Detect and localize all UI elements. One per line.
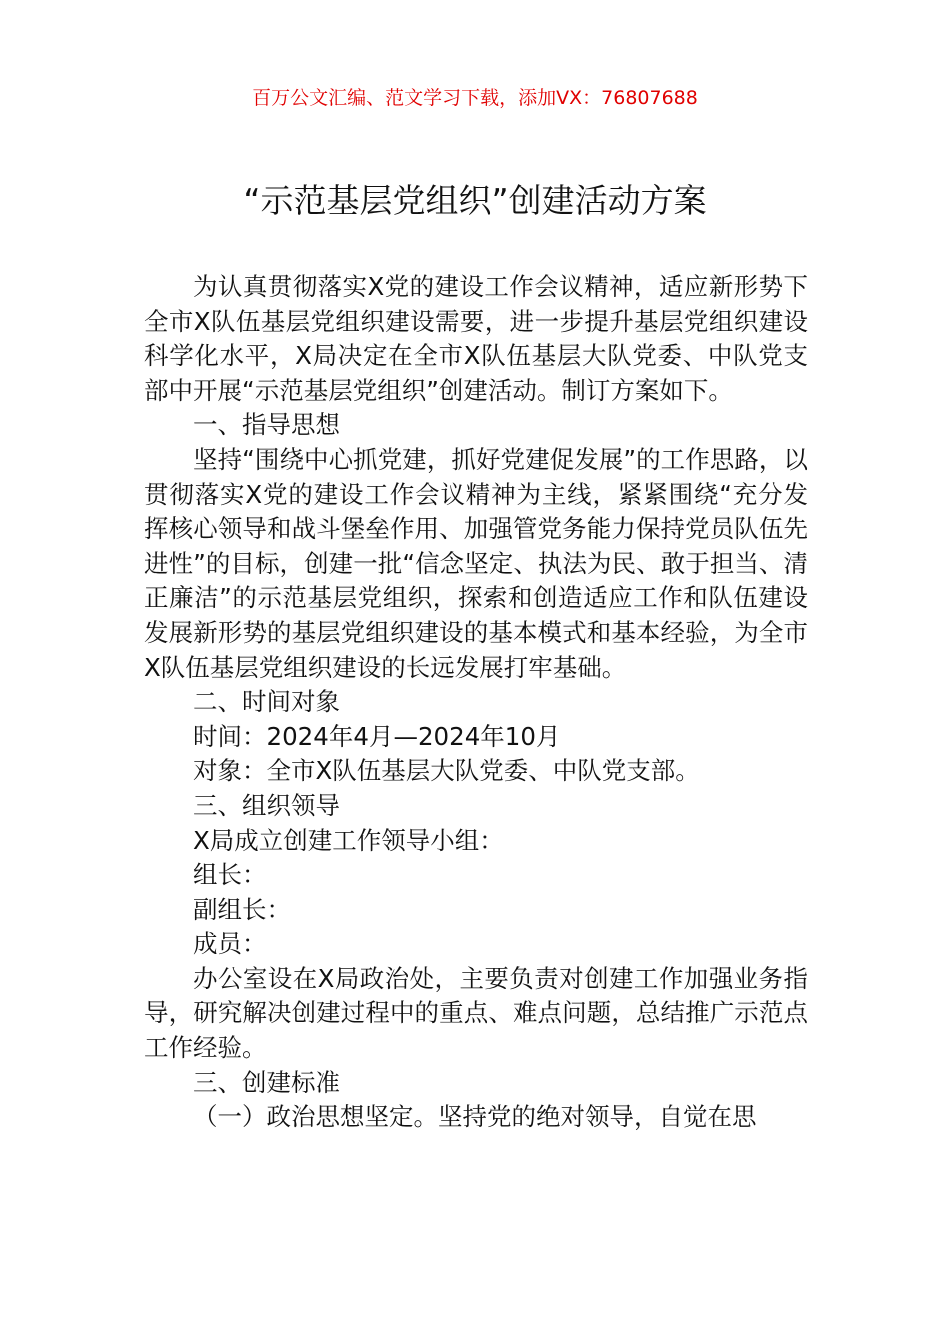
document-title: “示范基层党组织”创建活动方案 (243, 181, 707, 220)
standard-one-paragraph: （一）政治思想坚定。坚持党的绝对领导，自觉在思 (193, 1102, 757, 1132)
guiding-thought-paragraph: 坚持“围绕中心抓党建，抓好党建促发展”的工作思路，以贯彻落实X党的建设工作会议精神为主线，紧紧围绕“充分发挥核心领导和战斗堡垒作用、加强管党务能力保持党员队伍先进性”的目标，创建一批“信念坚定、执法为民、敢于担当、清正廉洁”的示范基层党组织，探索和创造适应工作和队伍建设发展新形势的基层党组织建设的基本模式和基本经验，为全市X队伍基层党组织建设的长远发展打牢基础。 (144, 444, 808, 682)
watermark-banner: 百万公文汇编、范文学习下载，添加VX：76807688 (252, 87, 698, 109)
office-paragraph: 办公室设在X局政治处，主要负责对创建工作加强业务指导，研究解决创建过程中的重点、难点问题，总结推广示范点工作经验。 (144, 963, 808, 1063)
intro-paragraph: 为认真贯彻落实X党的建设工作会议精神，适应新形势下全市X队伍基层党组织建设需要，进一步提升基层党组织建设科学化水平，X局决定在全市X队伍基层大队党委、中队党支部中开展“示范基层党组织”创建活动。制订方案如下。 (144, 272, 808, 405)
target-line: 对象：全市X队伍基层大队党委、中队党支部。 (193, 756, 700, 786)
section-heading-standards: 三、创建标准 (193, 1067, 340, 1097)
leadership-group-line: X局成立创建工作领导小组： (193, 825, 504, 855)
time-line: 时间：2024年4月—2024年10月 (193, 721, 561, 751)
deputy-leader-line: 副组长： (193, 894, 291, 924)
members-line: 成员： (193, 929, 267, 959)
document-body (144, 270, 808, 1135)
section-heading-guiding-thought: 一、指导思想 (193, 410, 340, 440)
leader-line: 组长： (193, 860, 267, 890)
section-heading-organization: 三、组织领导 (193, 790, 340, 820)
section-heading-time-target: 二、时间对象 (193, 687, 340, 717)
